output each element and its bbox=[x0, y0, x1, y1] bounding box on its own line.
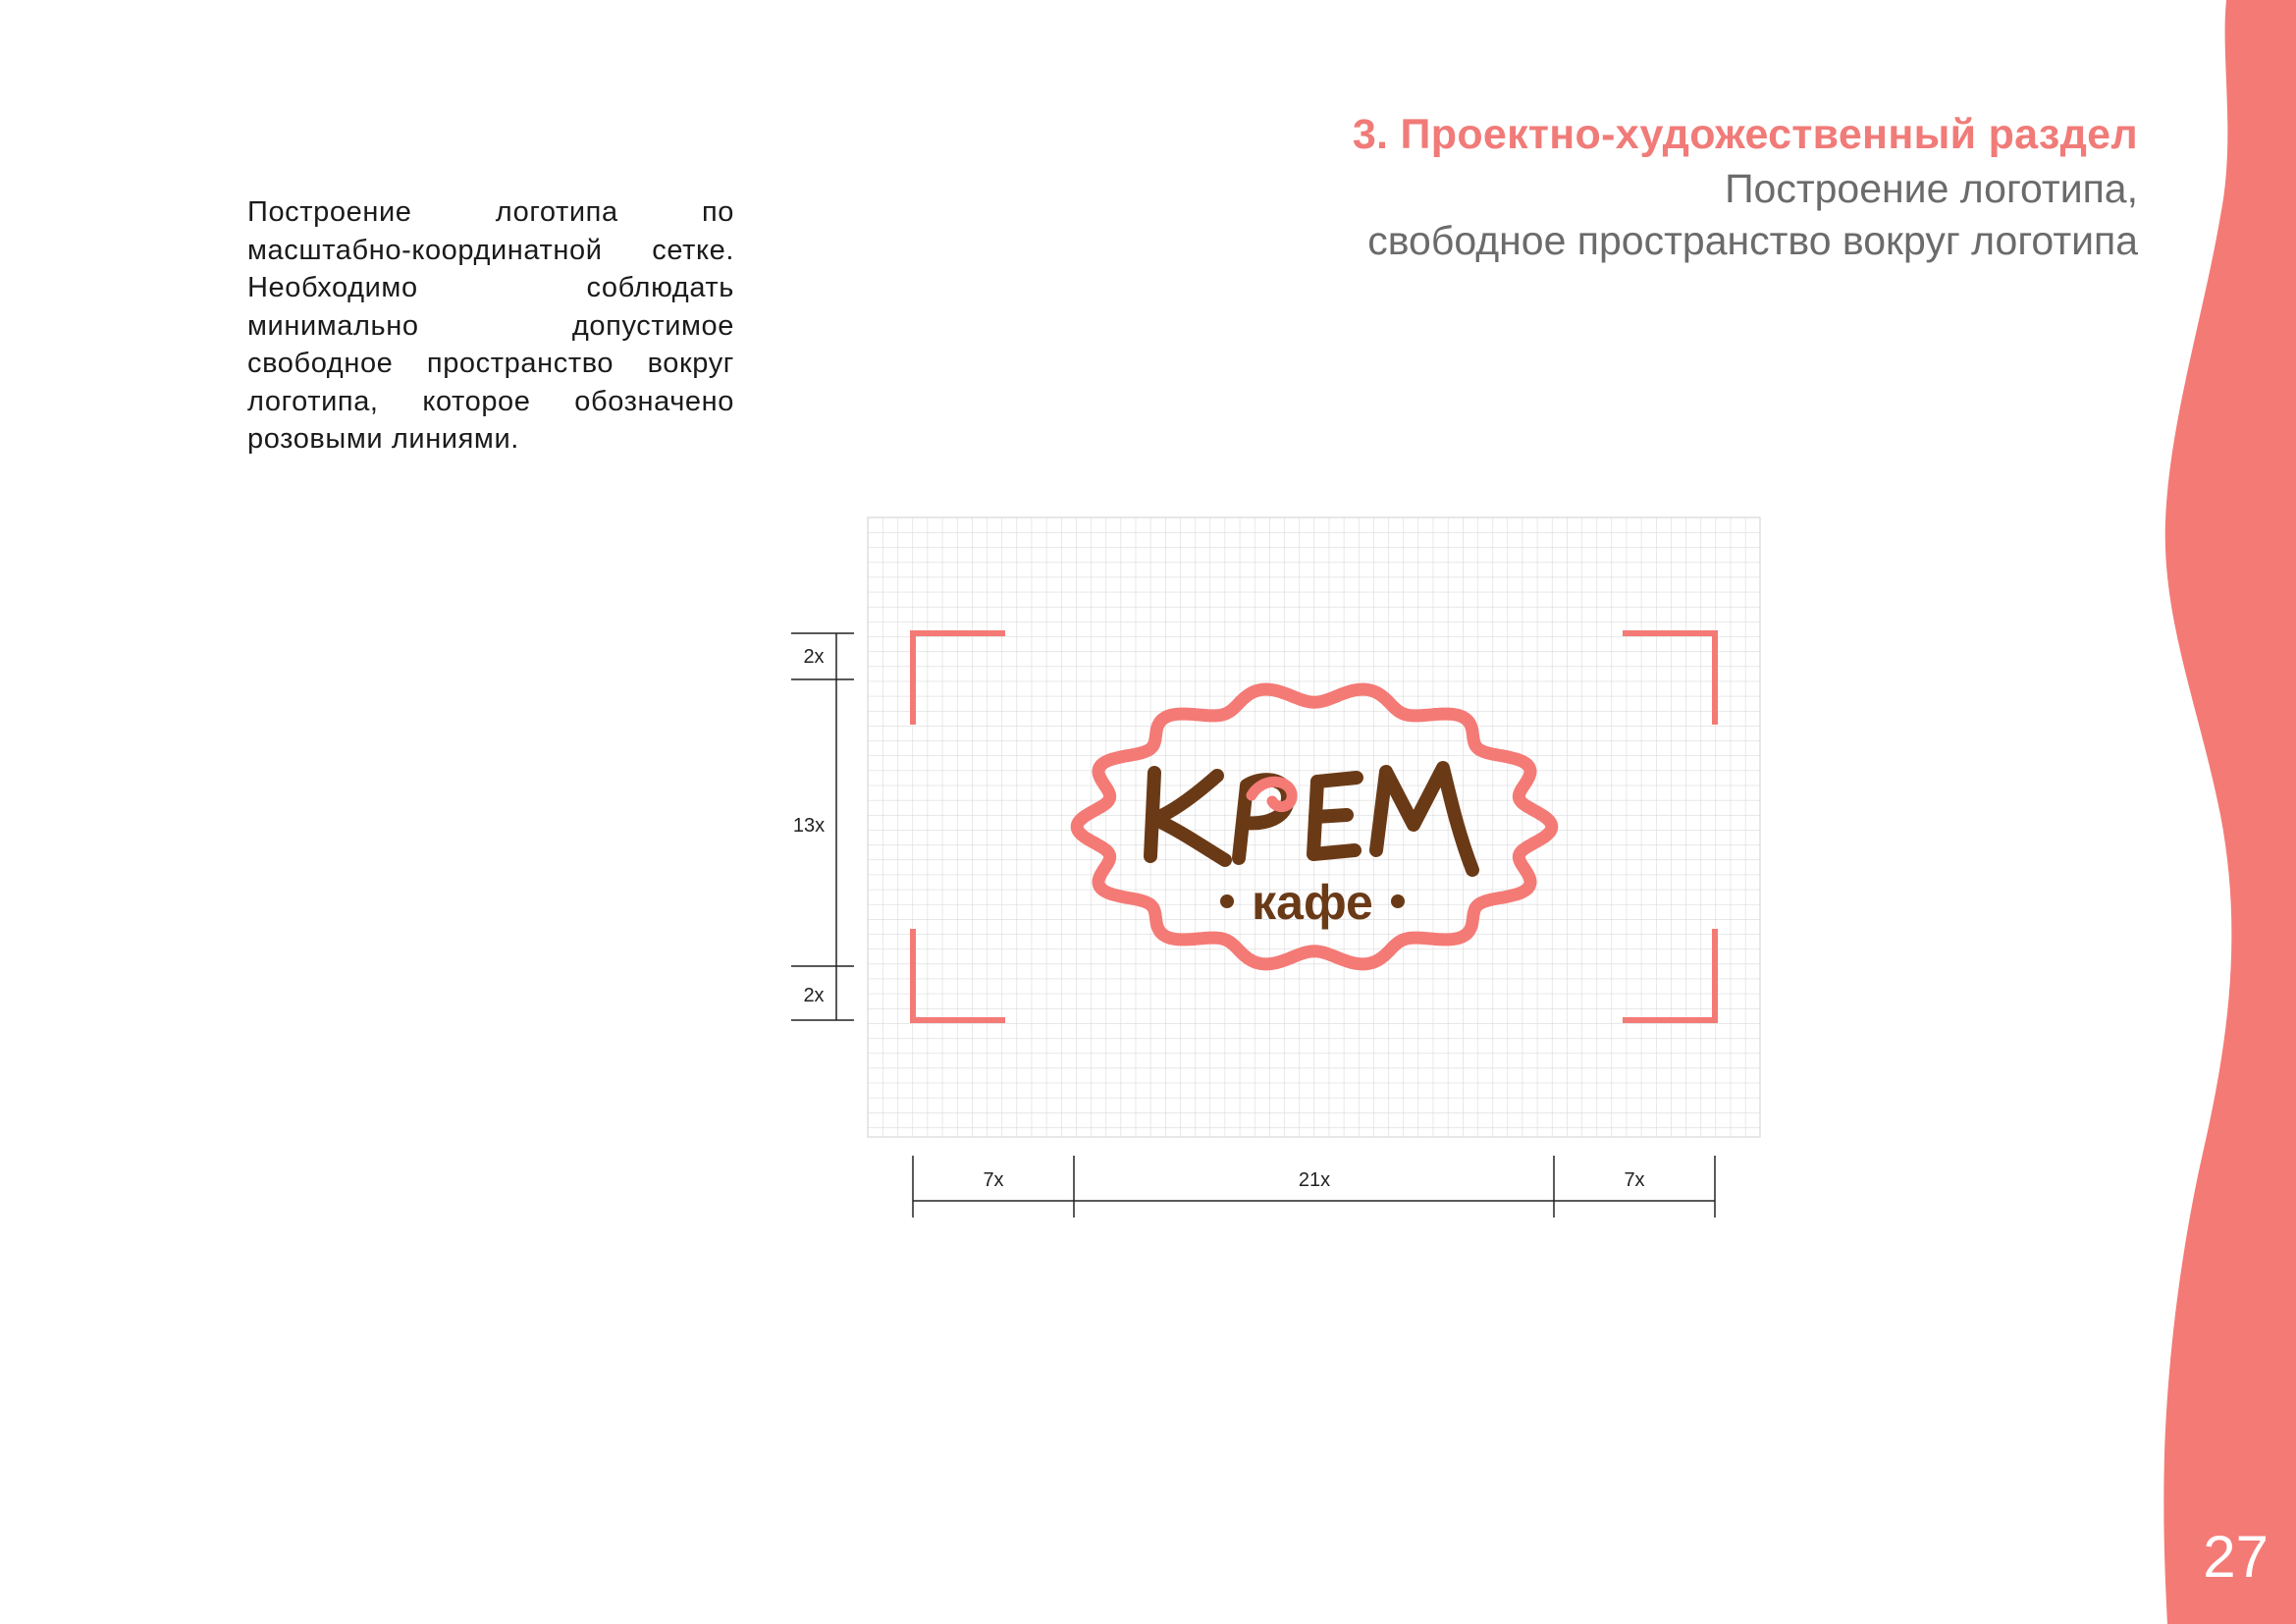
dim-top-margin: 2x bbox=[803, 646, 825, 668]
logo-caption: кафе bbox=[1252, 875, 1373, 930]
dim-logo-width: 21x bbox=[1298, 1169, 1331, 1191]
logo-dot-left bbox=[1220, 894, 1234, 908]
section-title: 3. Проектно-художественный раздел bbox=[1352, 111, 2138, 158]
subtitle-line-2: свободное пространство вокруг логотипа bbox=[1367, 218, 2138, 263]
logo-dot-right bbox=[1391, 894, 1405, 908]
subtitle-line-1: Построение логотипа, bbox=[1725, 166, 2138, 211]
dim-bottom-margin: 2x bbox=[803, 985, 825, 1006]
dim-left-margin: 7x bbox=[983, 1169, 1004, 1191]
page-number: 27 bbox=[2203, 1524, 2269, 1590]
dim-right-margin: 7x bbox=[1624, 1169, 1645, 1191]
description-text: Построение логотипа по масштабно-координатной сетке. Необходимо соблюдать минимально допустимое свободное пространство вокруг логотипа, которое обозначено розовыми линиями. bbox=[247, 196, 734, 455]
dim-logo-height: 13x bbox=[792, 815, 826, 837]
